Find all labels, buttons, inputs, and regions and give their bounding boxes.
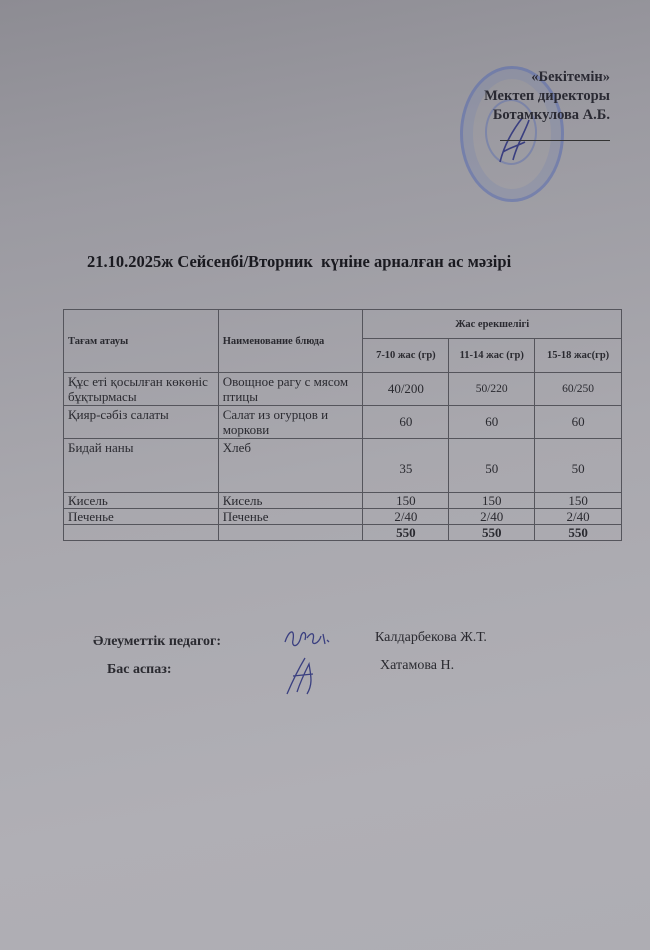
- header-age-11-14: 11-14 жас (гр): [449, 339, 535, 373]
- dish-name-ru: Хлеб: [218, 439, 363, 493]
- portion-15-18: 60/250: [535, 373, 622, 406]
- portion-11-14: 2/40: [449, 509, 535, 525]
- table-row: [64, 509, 622, 525]
- dish-name-ru: Печенье: [218, 509, 363, 525]
- header-age-15-18: 15-18 жас(гр): [535, 339, 622, 373]
- approval-director-name: Ботамкулова А.Б.: [492, 107, 610, 123]
- signature-name-social-pedagogue: Калдарбекова Ж.Т.: [375, 630, 487, 645]
- table-header-row: [64, 310, 622, 339]
- portion-11-14: 60: [449, 406, 535, 439]
- portion-15-18: 60: [535, 406, 622, 439]
- table-row: [64, 439, 622, 493]
- dish-name-ru: Кисель: [218, 493, 363, 509]
- portion-7-10: 2/40: [363, 509, 449, 525]
- table-total-row: [64, 525, 622, 541]
- page-title: 21.10.2025ж Сейсенбі/Вторник күніне арналған ас мәзірі: [87, 252, 512, 271]
- portion-15-18: 150: [535, 493, 622, 509]
- total-7-10: 550: [363, 525, 449, 541]
- portion-7-10: 60: [363, 406, 449, 439]
- social-pedagogue-signature-icon: [281, 624, 333, 654]
- header-age-7-10: 7-10 жас (гр): [363, 339, 449, 373]
- total-15-18: 550: [535, 525, 622, 541]
- signature-line: [500, 140, 610, 141]
- approval-position: Мектеп директоры: [484, 88, 610, 104]
- dish-name-ru: Овощное рагу с мясом птицы: [218, 373, 363, 406]
- portion-7-10: 40/200: [363, 373, 449, 406]
- portion-15-18: 2/40: [535, 509, 622, 525]
- dish-name-kz: Құс еті қосылған көкөніс бұқтырмасы: [64, 373, 219, 406]
- total-11-14: 550: [449, 525, 535, 541]
- approval-heading: «Бекітемін»: [531, 69, 610, 85]
- dish-name-kz: Кисель: [64, 493, 219, 509]
- signature-role-head-cook: Бас аспаз:: [107, 662, 172, 677]
- portion-11-14: 50/220: [449, 373, 535, 406]
- portion-11-14: 50: [449, 439, 535, 493]
- dish-name-kz: Қияр-сәбіз салаты: [64, 406, 219, 439]
- portion-7-10: 35: [363, 439, 449, 493]
- head-cook-signature-icon: [283, 654, 323, 699]
- dish-name-kz: Бидай наны: [64, 439, 219, 493]
- portion-11-14: 150: [449, 493, 535, 509]
- total-label-ru: [218, 525, 363, 541]
- table-row: [64, 406, 622, 439]
- signature-role-social-pedagogue: Әлеуметтік педагог:: [93, 634, 222, 649]
- portion-7-10: 150: [363, 493, 449, 509]
- header-name-ru: Наименование блюда: [218, 310, 363, 373]
- table-row: [64, 493, 622, 509]
- header-name-kz: Тағам атауы: [64, 310, 219, 373]
- total-label-kz: [64, 525, 219, 541]
- menu-table: [63, 309, 622, 541]
- signature-name-head-cook: Хатамова Н.: [380, 658, 455, 673]
- portion-15-18: 50: [535, 439, 622, 493]
- header-age-group: Жас ерекшелігі: [363, 310, 622, 339]
- dish-name-ru: Салат из огурцов и моркови: [218, 406, 363, 439]
- approval-block: [484, 68, 610, 125]
- dish-name-kz: Печенье: [64, 509, 219, 525]
- table-row: [64, 373, 622, 406]
- signatures-block: [93, 632, 543, 712]
